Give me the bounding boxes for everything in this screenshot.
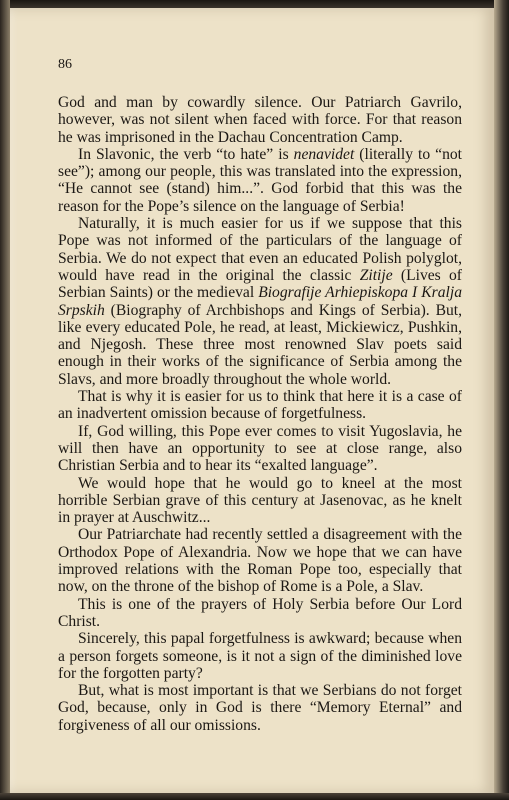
body-text <box>58 94 462 734</box>
paragraph-10: But, what is most important is that we Serbians do not forget God, because, only in God is there “Memory Eternal” and forgiveness of all our omissions. <box>58 682 462 734</box>
italic-title-zitije: Zitije <box>359 266 393 284</box>
paragraph-5: If, God willing, this Pope ever comes to visit Yugoslavia, he will then have an opportunity to see at close range, also Christian Serbia and to hear its “exalted language”. <box>58 422 462 475</box>
scan-edge-top <box>0 0 509 8</box>
italic-term-nenavidet: nenavidet <box>293 145 355 163</box>
paragraph-9: Sincerely, this papal forgetfulness is awkward; because when a person forgets someone, is it not a sign of the diminished love for the forgotten party? <box>58 630 462 682</box>
paragraph-1: God and man by cowardly silence. Our Patriarch Gavrilo, however, was not silent when faced with force. For that reason he was imprisoned in the Dachau Concentration Camp. <box>58 94 462 146</box>
paragraph-3: Naturally, it is much easier for us if we suppose that this Pope was not informed of the particulars of the language of Serbia. We do not expect that even an educated Polish polyglot, would have read in the original the classic Zitije (Lives of Serbian Saints) or the medieval Biografije Arhiepiskopa I Kralja Srpskih (Biography of Archbishops and Kings of Serbia). But, like every educated Pole, he read, at least, Mickiewicz, Pushkin, and Njegosh. These three most renowned Slav poets said enough in their works of the significance of Serbia among the Slavs, and more broadly throughout the whole world. <box>58 215 463 388</box>
paragraph-2: In Slavonic, the verb “to hate” is nenavidet (literally to “not see”); among our people, this was translated into the expression, “He cannot see (stand) him...”. God forbid that this was the reason for the Pope’s silence on the language of Serbia! <box>58 145 463 215</box>
paragraph-7: Our Patriarchate had recently settled a disagreement with the Orthodox Pope of Alexandria. Now we hope that we can have improved relations with the Roman Pope too, especially that now, on the throne of the bishop of Rome is a Pole, a Slav. <box>58 526 462 596</box>
page-number: 86 <box>58 57 72 72</box>
scan-edge-bottom <box>0 793 509 800</box>
paragraph-8: This is one of the prayers of Holy Serbia before Our Lord Christ. <box>58 595 462 630</box>
scan-edge-left <box>0 0 10 800</box>
scan-edge-right <box>494 0 509 800</box>
paragraph-4: That is why it is easier for us to think that here it is a case of an inadvertent omission because of forgetfulness. <box>58 388 462 423</box>
paragraph-6: We would hope that he would go to kneel at the most horrible Serbian grave of this century at Jasenovac, as he knelt in prayer at Auschwitz... <box>58 474 462 527</box>
italic-title-biografije: Biografije Arhiepiskopa I Kralja Srpskih <box>58 284 462 319</box>
